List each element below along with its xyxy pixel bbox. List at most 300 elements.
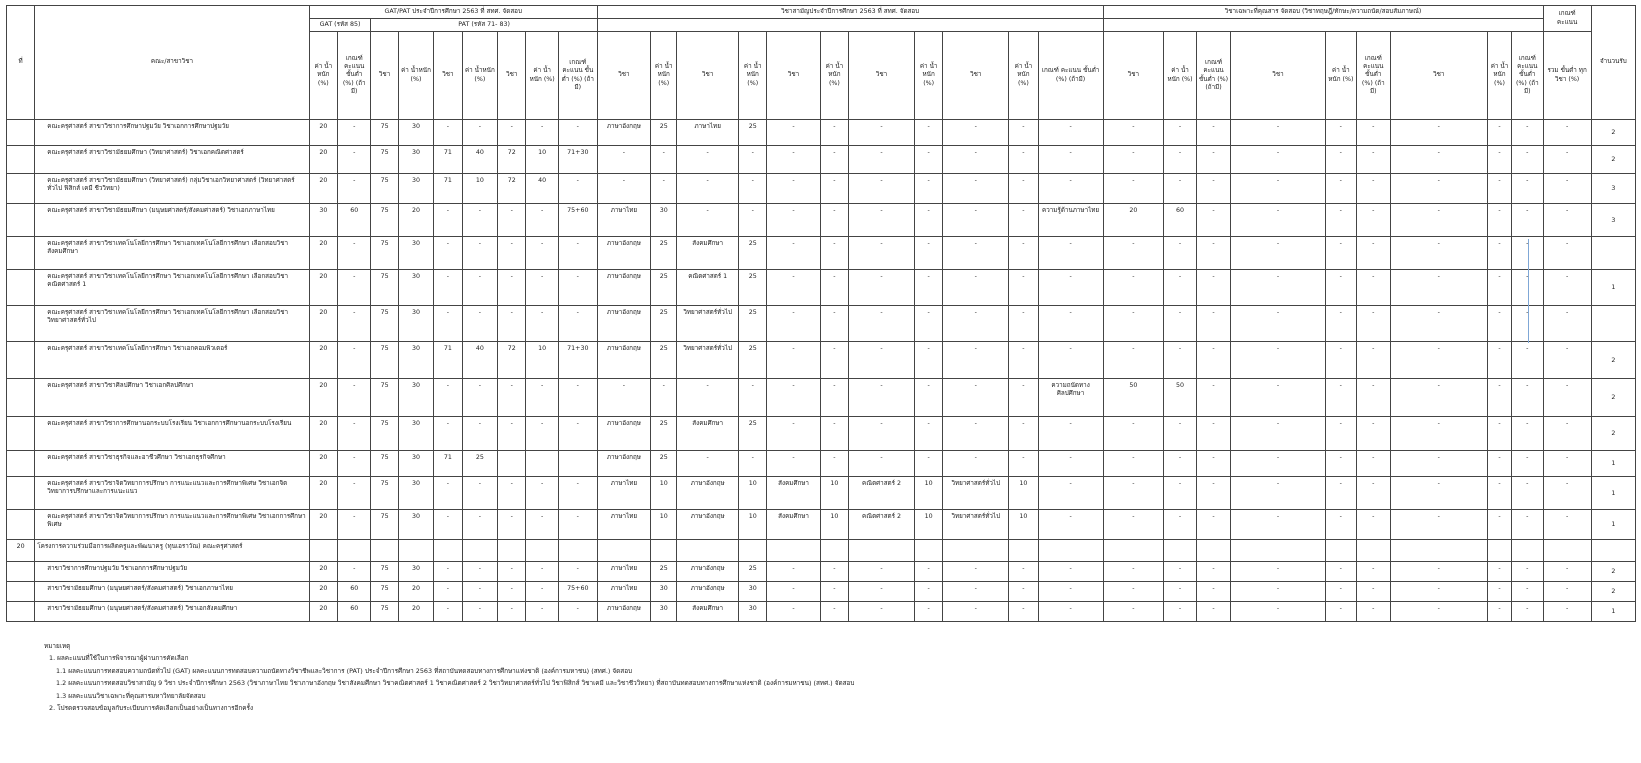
table-cell: - xyxy=(1196,120,1231,146)
table-cell: 25 xyxy=(651,270,677,306)
table-cell: - xyxy=(1009,451,1038,477)
table-cell: - xyxy=(1487,237,1511,270)
table-cell: - xyxy=(1103,510,1164,540)
table-cell: - xyxy=(1231,379,1325,417)
table-cell: - xyxy=(462,204,498,237)
sub-header-weight: ค่า น้ำหนัก (%) xyxy=(915,32,943,120)
table-cell: 10 xyxy=(462,174,498,204)
table-cell: - xyxy=(498,204,526,237)
table-cell: ภาษาอังกฤษ xyxy=(597,237,650,270)
table-cell xyxy=(1009,540,1038,562)
table-cell: - xyxy=(943,562,1009,582)
table-cell: - xyxy=(1196,582,1231,602)
table-cell xyxy=(526,451,558,477)
min-score-group-header xyxy=(1543,6,1591,32)
table-cell: วิทยาศาสตร์ทั่วไป xyxy=(677,342,739,379)
table-cell xyxy=(1038,540,1103,562)
table-cell: 25 xyxy=(651,562,677,582)
table-cell: - xyxy=(767,602,820,622)
sub-header-weight: ค่า น้ำหนัก (%) xyxy=(739,32,767,120)
table-cell: - xyxy=(1543,270,1591,306)
table-cell: 10 xyxy=(915,510,943,540)
table-cell: 20 xyxy=(309,342,337,379)
table-cell: วิทยาศาสตร์ทั่วไป xyxy=(943,477,1009,510)
table-cell: - xyxy=(558,417,597,451)
program-name: สาขาวิชาการศึกษาปฐมวัย วิชาเอกการศึกษาปฐมวัย xyxy=(35,562,309,582)
table-cell: - xyxy=(1009,237,1038,270)
table-cell: 25 xyxy=(739,342,767,379)
program-name: โครงการความร่วมมือการผลิตครูและพัฒนาครู (ทุนเอราวัณ) คณะครุศาสตร์ xyxy=(35,540,309,562)
table-row xyxy=(7,379,1636,417)
table-cell xyxy=(1591,306,1635,342)
table-cell: - xyxy=(1164,120,1196,146)
sub-header-weight: ค่า น้ำหนัก (%) xyxy=(1487,32,1511,120)
table-cell: - xyxy=(1038,562,1103,582)
table-cell: - xyxy=(943,582,1009,602)
table-cell: - xyxy=(1009,204,1038,237)
table-cell: - xyxy=(1487,562,1511,582)
table-cell xyxy=(498,540,526,562)
table-cell: - xyxy=(498,510,526,540)
table-cell: - xyxy=(1325,562,1356,582)
table-cell: 40 xyxy=(462,342,498,379)
table-cell: - xyxy=(462,120,498,146)
table-cell: - xyxy=(1512,602,1544,622)
table-cell: 60 xyxy=(337,204,371,237)
table-cell: - xyxy=(1543,451,1591,477)
table-cell: - xyxy=(1009,120,1038,146)
program-name: คณะครุศาสตร์ สาขาวิชาเทคโนโลยีการศึกษา วิชาเอกเทคโนโลยีการศึกษา เลือกสอบวิชาคณิตศาสตร์ 1 xyxy=(35,270,309,306)
sub-header-minscore: เกณฑ์ คะแนน ขั้นต่ำ (%) (ถ้ามี) xyxy=(1512,32,1544,120)
table-cell: ภาษาอังกฤษ xyxy=(597,270,650,306)
table-cell: - xyxy=(1487,582,1511,602)
row-number xyxy=(7,379,35,417)
table-cell: 72 xyxy=(498,342,526,379)
table-cell: - xyxy=(526,237,558,270)
table-cell: 20 xyxy=(309,237,337,270)
table-cell xyxy=(820,540,848,562)
table-cell: - xyxy=(1103,451,1164,477)
table-cell: - xyxy=(526,306,558,342)
table-cell: ภาษาไทย xyxy=(597,477,650,510)
table-cell: - xyxy=(915,174,943,204)
table-cell: - xyxy=(1164,270,1196,306)
table-cell: 20 xyxy=(309,270,337,306)
row-number xyxy=(7,477,35,510)
table-cell: - xyxy=(1196,174,1231,204)
table-cell: - xyxy=(849,379,915,417)
table-cell: - xyxy=(820,237,848,270)
table-cell: 30 xyxy=(651,602,677,622)
table-cell: - xyxy=(651,379,677,417)
table-cell xyxy=(767,540,820,562)
sub-header-subject: วิชา xyxy=(1103,32,1164,120)
table-cell: - xyxy=(1325,477,1356,510)
table-cell: - xyxy=(849,582,915,602)
row-number xyxy=(7,120,35,146)
table-cell: - xyxy=(1390,204,1487,237)
table-cell: - xyxy=(943,602,1009,622)
table-cell: - xyxy=(434,562,462,582)
table-cell: - xyxy=(1164,174,1196,204)
table-cell: - xyxy=(558,270,597,306)
table-cell: - xyxy=(915,582,943,602)
table-cell: ภาษาไทย xyxy=(597,510,650,540)
table-cell: - xyxy=(820,602,848,622)
table-cell: - xyxy=(526,270,558,306)
table-cell: - xyxy=(1325,120,1356,146)
table-cell: 75+60 xyxy=(558,582,597,602)
table-cell: - xyxy=(1390,602,1487,622)
table-cell: 30 xyxy=(651,204,677,237)
table-cell: - xyxy=(1325,270,1356,306)
sub-header-minscore: เกณฑ์ คะแนน ขั้นต่ำ (%) (ถ้ามี) xyxy=(1196,32,1231,120)
table-cell: - xyxy=(1543,342,1591,379)
table-cell: - xyxy=(1325,379,1356,417)
table-cell: ภาษาอังกฤษ xyxy=(597,306,650,342)
table-row xyxy=(7,342,1636,379)
table-cell: - xyxy=(849,146,915,174)
table-cell: - xyxy=(820,270,848,306)
table-cell: - xyxy=(1390,342,1487,379)
table-cell: - xyxy=(434,510,462,540)
table-cell: 20 xyxy=(309,477,337,510)
table-cell: - xyxy=(434,270,462,306)
table-cell: - xyxy=(820,379,848,417)
table-cell: ภาษาอังกฤษ xyxy=(677,477,739,510)
table-cell: ภาษาไทย xyxy=(597,562,650,582)
table-cell: - xyxy=(1512,174,1544,204)
sub-header-minscore: เกณฑ์ คะแนน ขั้นต่ำ (%) (ถ้ามี) xyxy=(1357,32,1391,120)
table-cell: - xyxy=(1196,477,1231,510)
table-cell: 2 xyxy=(1591,342,1635,379)
table-cell: - xyxy=(1164,237,1196,270)
table-cell: 10 xyxy=(820,477,848,510)
program-name: คณะครุศาสตร์ สาขาวิชาเทคโนโลยีการศึกษา วิชาเอกคอมพิวเตอร์ xyxy=(35,342,309,379)
table-row xyxy=(7,306,1636,342)
table-cell: - xyxy=(1196,146,1231,174)
table-cell: - xyxy=(1357,120,1391,146)
sub-header-weight: ค่า น้ำหนัก (%) xyxy=(651,32,677,120)
table-cell: - xyxy=(1390,562,1487,582)
table-cell: - xyxy=(1038,174,1103,204)
col-program-header: คณะ/สาขาวิชา xyxy=(35,6,309,120)
table-cell: - xyxy=(558,562,597,582)
table-cell xyxy=(943,540,1009,562)
table-cell: - xyxy=(1390,270,1487,306)
table-row xyxy=(7,120,1636,146)
table-cell: 72 xyxy=(498,146,526,174)
table-cell: - xyxy=(558,174,597,204)
table-cell: - xyxy=(1543,602,1591,622)
table-cell: - xyxy=(434,477,462,510)
table-cell: ภาษาอังกฤษ xyxy=(597,120,650,146)
table-cell: 30 xyxy=(398,510,434,540)
table-cell: - xyxy=(1196,562,1231,582)
table-cell: 1 xyxy=(1591,270,1635,306)
table-cell: 25 xyxy=(651,237,677,270)
table-cell: - xyxy=(943,120,1009,146)
table-cell: - xyxy=(943,174,1009,204)
program-name: คณะครุศาสตร์ สาขาวิชามัธยมศึกษา (วิทยาศาสตร์) กลุ่มวิชาเอกวิทยาศาสตร์ (วิทยาศาสตร์ทั่วไป ฟิสิกส์ เคมี ชีววิทยา) xyxy=(35,174,309,204)
table-cell: - xyxy=(1164,602,1196,622)
table-cell: 2 xyxy=(1591,120,1635,146)
table-cell: 40 xyxy=(462,146,498,174)
table-cell: - xyxy=(767,270,820,306)
row-number xyxy=(7,582,35,602)
nine-subjects-spacer xyxy=(597,19,1103,32)
table-cell xyxy=(651,540,677,562)
table-cell: - xyxy=(558,602,597,622)
table-cell: 75 xyxy=(371,146,398,174)
table-cell xyxy=(558,451,597,477)
table-cell: 20 xyxy=(398,204,434,237)
table-cell: 25 xyxy=(739,417,767,451)
table-cell: 60 xyxy=(337,582,371,602)
table-cell: - xyxy=(849,270,915,306)
table-cell: 20 xyxy=(309,306,337,342)
table-cell: - xyxy=(337,342,371,379)
table-cell: - xyxy=(434,306,462,342)
table-cell xyxy=(462,540,498,562)
table-cell: - xyxy=(558,120,597,146)
table-cell: สังคมศึกษา xyxy=(767,477,820,510)
table-cell: - xyxy=(337,379,371,417)
table-cell: - xyxy=(1164,417,1196,451)
table-cell: - xyxy=(677,204,739,237)
table-cell: 50 xyxy=(1103,379,1164,417)
table-cell xyxy=(1487,540,1511,562)
col-no-header: ที่ xyxy=(7,6,35,120)
row-number xyxy=(7,174,35,204)
table-cell: - xyxy=(1543,146,1591,174)
row-number xyxy=(7,417,35,451)
table-cell: - xyxy=(915,146,943,174)
table-cell: - xyxy=(943,417,1009,451)
table-cell: 71 xyxy=(434,146,462,174)
table-cell: - xyxy=(1231,174,1325,204)
sub-header-weight: ค่า น้ำหนัก (%) xyxy=(1325,32,1356,120)
table-cell xyxy=(558,540,597,562)
table-cell: 75 xyxy=(371,379,398,417)
table-cell: - xyxy=(1103,270,1164,306)
table-cell: 10 xyxy=(915,477,943,510)
table-cell: - xyxy=(943,306,1009,342)
admission-criteria-table xyxy=(6,5,1636,622)
table-cell: 71 xyxy=(434,451,462,477)
table-cell: - xyxy=(1487,510,1511,540)
table-cell xyxy=(1390,540,1487,562)
sub-header-minscore: เกณฑ์ คะแนน ขั้นต่ำ (%) (ถ้ามี) xyxy=(558,32,597,120)
table-cell: - xyxy=(1487,204,1511,237)
table-cell: - xyxy=(820,306,848,342)
table-cell: - xyxy=(526,582,558,602)
table-cell: - xyxy=(820,562,848,582)
table-cell: 30 xyxy=(398,174,434,204)
table-cell: - xyxy=(1196,306,1231,342)
table-cell: - xyxy=(1164,342,1196,379)
table-row xyxy=(7,562,1636,582)
table-cell: - xyxy=(1164,146,1196,174)
table-cell: 25 xyxy=(651,451,677,477)
table-cell: - xyxy=(1231,342,1325,379)
table-cell: - xyxy=(767,146,820,174)
table-cell: - xyxy=(1038,477,1103,510)
table-cell: 30 xyxy=(398,342,434,379)
table-cell: - xyxy=(651,174,677,204)
table-cell: 30 xyxy=(309,204,337,237)
table-cell: 75 xyxy=(371,120,398,146)
table-cell: 10 xyxy=(526,342,558,379)
table-cell: - xyxy=(915,120,943,146)
table-cell: ภาษาอังกฤษ xyxy=(677,582,739,602)
table-cell: - xyxy=(526,510,558,540)
table-cell: - xyxy=(434,602,462,622)
table-cell: - xyxy=(337,451,371,477)
table-cell: - xyxy=(1325,510,1356,540)
table-cell: - xyxy=(820,342,848,379)
table-cell: วิทยาศาสตร์ทั่วไป xyxy=(677,306,739,342)
table-cell: - xyxy=(1103,582,1164,602)
table-cell: - xyxy=(849,417,915,451)
table-cell: - xyxy=(1038,582,1103,602)
table-cell: 10 xyxy=(1009,477,1038,510)
table-cell: สังคมศึกษา xyxy=(677,237,739,270)
table-cell xyxy=(1164,540,1196,562)
table-cell: 40 xyxy=(526,174,558,204)
table-cell: - xyxy=(1543,237,1591,270)
table-cell: - xyxy=(1357,602,1391,622)
table-cell: - xyxy=(526,562,558,582)
sub-header-subject: วิชา xyxy=(1231,32,1325,120)
table-cell: - xyxy=(849,342,915,379)
table-cell: 30 xyxy=(398,477,434,510)
table-cell: - xyxy=(1231,602,1325,622)
table-cell: - xyxy=(1512,417,1544,451)
table-cell: - xyxy=(915,417,943,451)
table-body xyxy=(7,120,1636,622)
table-cell: - xyxy=(337,417,371,451)
table-cell: - xyxy=(1357,582,1391,602)
table-cell: - xyxy=(337,146,371,174)
table-cell: - xyxy=(1196,204,1231,237)
table-cell: - xyxy=(767,306,820,342)
table-cell: - xyxy=(1543,306,1591,342)
table-cell: - xyxy=(1487,270,1511,306)
table-cell: - xyxy=(1357,270,1391,306)
table-cell: - xyxy=(1357,342,1391,379)
table-cell: - xyxy=(337,270,371,306)
row-number xyxy=(7,146,35,174)
table-cell: - xyxy=(849,204,915,237)
table-cell: 25 xyxy=(651,342,677,379)
table-cell: - xyxy=(1196,237,1231,270)
row-number xyxy=(7,342,35,379)
table-cell: - xyxy=(1357,306,1391,342)
table-cell: - xyxy=(1103,417,1164,451)
table-cell: 20 xyxy=(309,379,337,417)
table-cell: - xyxy=(462,582,498,602)
table-cell: - xyxy=(1164,510,1196,540)
table-cell: - xyxy=(820,582,848,602)
table-cell: - xyxy=(915,342,943,379)
table-cell: - xyxy=(767,204,820,237)
table-cell xyxy=(498,451,526,477)
table-cell: - xyxy=(1487,477,1511,510)
table-cell: - xyxy=(1231,477,1325,510)
table-cell: 20 xyxy=(398,582,434,602)
table-cell: - xyxy=(1196,451,1231,477)
table-cell: - xyxy=(1103,602,1164,622)
table-cell: - xyxy=(1231,451,1325,477)
program-name: คณะครุศาสตร์ สาขาวิชาจิตวิทยาการปรึกษา การแนะแนวและการศึกษาพิเศษ วิชาเอกจิตวิทยาการปรึกษาและการแนะแนว xyxy=(35,477,309,510)
table-cell: - xyxy=(1231,582,1325,602)
table-cell: 30 xyxy=(739,582,767,602)
program-name: คณะครุศาสตร์ สาขาวิชาการศึกษานอกระบบโรงเรียน วิชาเอกการศึกษานอกระบบโรงเรียน xyxy=(35,417,309,451)
table-cell xyxy=(371,540,398,562)
table-cell: - xyxy=(677,174,739,204)
table-cell: - xyxy=(1196,602,1231,622)
table-cell: 10 xyxy=(739,477,767,510)
table-cell: - xyxy=(767,174,820,204)
sub-header-subject: วิชา xyxy=(943,32,1009,120)
table-cell: - xyxy=(1487,379,1511,417)
table-cell xyxy=(526,540,558,562)
program-name: คณะครุศาสตร์ สาขาวิชาเทคโนโลยีการศึกษา วิชาเอกเทคโนโลยีการศึกษา เลือกสอบวิชาสังคมศึกษา xyxy=(35,237,309,270)
table-cell: - xyxy=(462,379,498,417)
table-cell: - xyxy=(1325,306,1356,342)
table-cell: สังคมศึกษา xyxy=(677,417,739,451)
gat-header: GAT (รหัส 85) xyxy=(309,19,371,32)
table-cell: - xyxy=(1009,582,1038,602)
table-cell: 2 xyxy=(1591,562,1635,582)
table-cell: - xyxy=(462,510,498,540)
table-cell: - xyxy=(1009,602,1038,622)
table-cell: - xyxy=(820,451,848,477)
program-name: คณะครุศาสตร์ สาขาวิชาการศึกษาปฐมวัย วิชาเอกการศึกษาปฐมวัย xyxy=(35,120,309,146)
table-cell: - xyxy=(943,270,1009,306)
table-cell xyxy=(677,540,739,562)
note-1-1: 1.1 ผลคะแนนการทดสอบความถนัดทั่วไป (GAT) ผลคะแนนการทดสอบความถนัดทางวิชาชีพและวิชาการ (PAT) ประจำปีการศึกษา 2563 ที่สถาบันทดสอบทางการศึกษาแห่งชาติ (องค์การมหาชน) (สทศ.) จัดสอบ xyxy=(56,666,633,675)
table-cell: สังคมศึกษา xyxy=(767,510,820,540)
program-name: คณะครุศาสตร์ สาขาวิชาธุรกิจและอาชีวศึกษา วิชาเอกธุรกิจศึกษา xyxy=(35,451,309,477)
table-cell: 10 xyxy=(526,146,558,174)
table-cell: - xyxy=(1009,306,1038,342)
table-cell: - xyxy=(820,417,848,451)
table-cell: 20 xyxy=(309,562,337,582)
notes-section xyxy=(44,640,854,714)
table-cell: - xyxy=(767,379,820,417)
table-cell: - xyxy=(1196,379,1231,417)
gatpat-group-header: GAT/PAT ประจำปีการศึกษา 2563 ที่ สทศ. จัดสอบ xyxy=(309,6,597,19)
table-row xyxy=(7,602,1636,622)
table-cell: - xyxy=(1487,146,1511,174)
program-name: คณะครุศาสตร์ สาขาวิชาจิตวิทยาการปรึกษา การแนะแนวและการศึกษาพิเศษ วิชาเอกการศึกษาพิเศษ xyxy=(35,510,309,540)
seats-header: จำนวนรับ xyxy=(1591,6,1635,120)
table-cell: - xyxy=(1164,562,1196,582)
table-cell: - xyxy=(1357,417,1391,451)
table-cell: - xyxy=(462,562,498,582)
table-cell: - xyxy=(1196,342,1231,379)
sub-header-weight: ค่า น้ำหนัก (%) xyxy=(462,32,498,120)
table-cell: 75 xyxy=(371,174,398,204)
table-cell: สังคมศึกษา xyxy=(677,602,739,622)
table-cell: - xyxy=(498,417,526,451)
table-cell: - xyxy=(558,477,597,510)
sub-header-weight: ค่า น้ำหนัก (%) xyxy=(820,32,848,120)
table-cell: - xyxy=(434,237,462,270)
program-name: สาขาวิชามัธยมศึกษา (มนุษยศาสตร์/สังคมศาสตร์) วิชาเอกภาษาไทย xyxy=(35,582,309,602)
